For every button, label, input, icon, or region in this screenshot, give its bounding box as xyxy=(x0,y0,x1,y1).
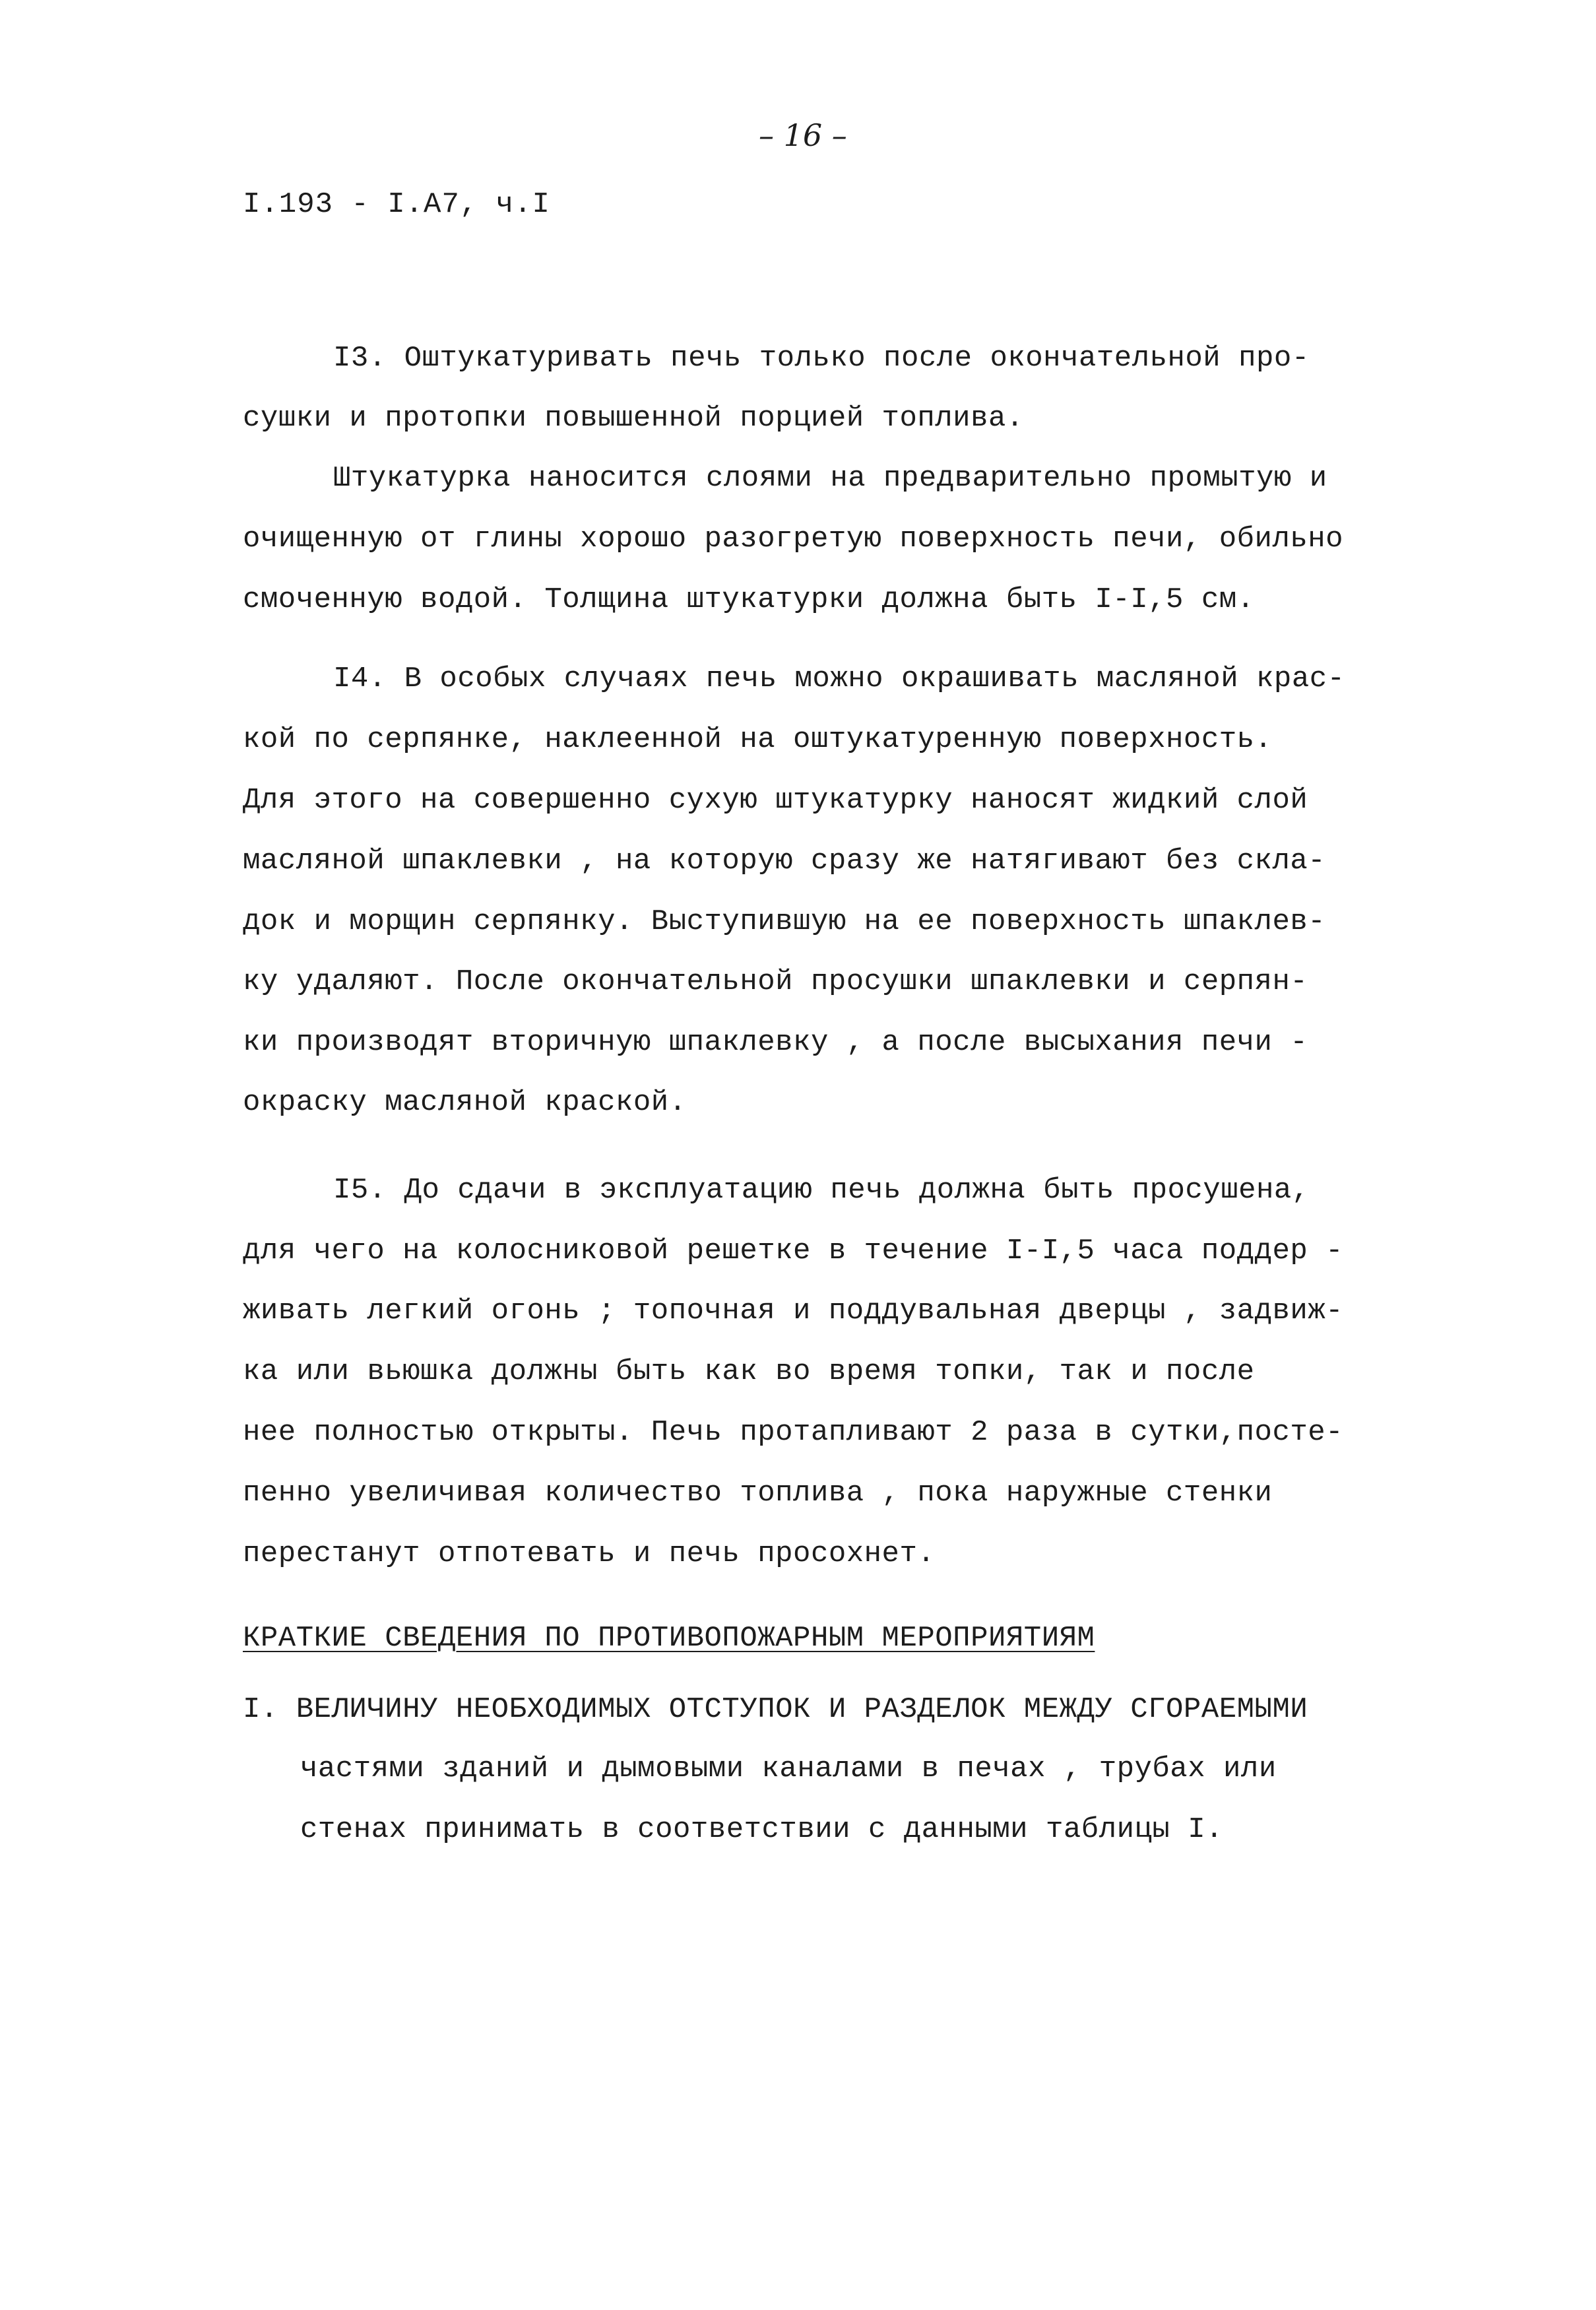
text-line: сушки и протопки повышенной порцией топлива. xyxy=(243,402,1024,435)
text-line: I. ВЕЛИЧИНУ НЕОБХОДИМЫХ ОТСТУПОК И РАЗДЕЛОК МЕЖДУ СГОРАЕМЫМИ xyxy=(243,1693,1308,1726)
text-line: док и морщин серпянку. Выступившую на ее поверхность шпаклев- xyxy=(243,905,1326,938)
text-line: нее полностью открыты. Печь протапливают 2 раза в сутки,посте- xyxy=(243,1416,1344,1449)
text-line: очищенную от глины хорошо разогретую поверхность печи, обильно xyxy=(243,523,1344,556)
text-line: живать легкий огонь ; топочная и поддувальная дверцы , задвиж- xyxy=(243,1295,1344,1328)
page-number: – 16 – xyxy=(759,117,847,153)
text-line: окраску масляной краской. xyxy=(243,1086,687,1119)
text-line: масляной шпаклевки , на которую сразу же натягивают без скла- xyxy=(243,845,1326,878)
text-line: ки производят вторичную шпаклевку , а после высыхания печи - xyxy=(243,1026,1308,1059)
text-line: кой по серпянке, наклеенной на оштукатуренную поверхность. xyxy=(243,723,1273,756)
text-line: ка или вьюшка должны быть как во время топки, так и после xyxy=(243,1355,1255,1388)
text-line: частями зданий и дымовыми каналами в печах , трубах или xyxy=(300,1752,1277,1785)
text-line: перестанут отпотевать и печь просохнет. xyxy=(243,1537,936,1570)
text-line: I5. До сдачи в эксплуатацию печь должна быть просушена, xyxy=(333,1174,1310,1207)
text-line: I4. В особых случаях печь можно окрашивать масляной крас- xyxy=(333,662,1345,695)
text-line: ку удаляют. После окончательной просушки шпаклевки и серпян- xyxy=(243,965,1308,998)
text-line: пенно увеличивая количество топлива , пока наружные стенки xyxy=(243,1477,1273,1510)
text-line: Штукатурка наносится слоями на предварительно промытую и xyxy=(333,462,1327,495)
text-line: I3. Оштукатуривать печь только после окончательной про- xyxy=(333,342,1310,375)
text-line: смоченную водой. Толщина штукатурки должна быть I-I,5 см. xyxy=(243,583,1255,616)
text-line: для чего на колосниковой решетке в течение I-I,5 часа поддер - xyxy=(243,1235,1344,1267)
text-line: Для этого на совершенно сухую штукатурку наносят жидкий слой xyxy=(243,784,1308,817)
text-line: стенах принимать в соответствии с данными таблицы I. xyxy=(300,1813,1224,1846)
document-code: I.193 - I.A7, ч.I xyxy=(243,188,550,221)
section-heading: КРАТКИЕ СВЕДЕНИЯ ПО ПРОТИВОПОЖАРНЫМ МЕРОПРИЯТИЯМ xyxy=(243,1622,1095,1655)
